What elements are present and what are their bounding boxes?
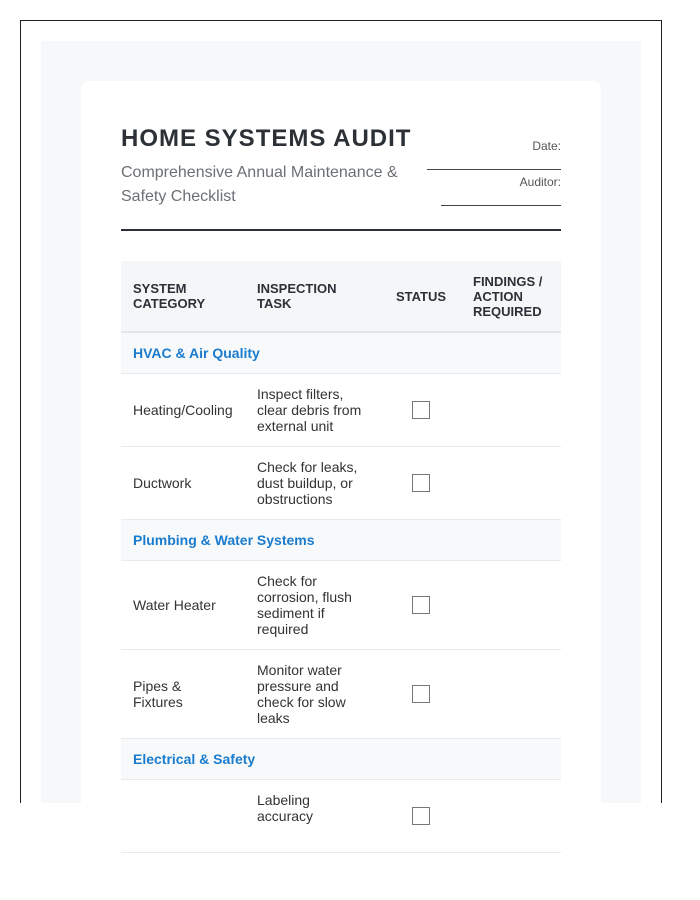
status-checkbox[interactable] (412, 807, 430, 825)
status-cell (381, 447, 461, 520)
section-title: HVAC & Air Quality (121, 332, 561, 374)
findings-cell[interactable] (461, 374, 561, 447)
section-row (121, 520, 561, 561)
date-field[interactable] (427, 169, 561, 170)
section-title: Plumbing & Water Systems (121, 520, 561, 561)
status-cell (381, 374, 461, 447)
column-header-task: INSPECTION TASK (245, 261, 381, 332)
task-cell: Check for corrosion, flush sediment if required (245, 561, 381, 650)
checklist-table (121, 261, 561, 853)
date-label: Date: (532, 139, 561, 153)
status-checkbox[interactable] (412, 474, 430, 492)
category-cell: Ductwork (121, 447, 245, 520)
header-divider (121, 229, 561, 231)
task-cell: Check for leaks, dust buildup, or obstructions (245, 447, 381, 520)
status-checkbox[interactable] (412, 685, 430, 703)
page-subtitle: Comprehensive Annual Maintenance & Safety Checklist (121, 164, 398, 205)
page-title: HOME SYSTEMS AUDIT (121, 125, 412, 152)
table-row (121, 650, 561, 739)
findings-cell[interactable] (461, 447, 561, 520)
task-cell: Inspect filters, clear debris from external unit (245, 374, 381, 447)
section-row (121, 739, 561, 780)
column-header-status: STATUS (381, 261, 461, 332)
category-cell (121, 780, 245, 853)
table-row (121, 374, 561, 447)
findings-cell[interactable] (461, 650, 561, 739)
table-row (121, 447, 561, 520)
column-header-category: SYSTEM CATEGORY (121, 261, 245, 332)
task-cell: Labeling accuracy (245, 780, 381, 853)
auditor-label: Auditor: (519, 175, 561, 189)
page-background (41, 41, 641, 824)
section-title: Electrical & Safety (121, 739, 561, 780)
status-cell (381, 650, 461, 739)
page-frame (20, 20, 662, 824)
column-header-findings: FINDINGS / ACTION REQUIRED (461, 261, 561, 332)
findings-cell[interactable] (461, 561, 561, 650)
audit-card (81, 81, 601, 841)
table-row (121, 561, 561, 650)
status-checkbox[interactable] (412, 401, 430, 419)
table-row (121, 780, 561, 853)
status-cell (381, 780, 461, 853)
category-cell: Pipes & Fixtures (121, 650, 245, 739)
status-checkbox[interactable] (412, 596, 430, 614)
table-header-row (121, 261, 561, 332)
category-cell: Heating/Cooling (121, 374, 245, 447)
auditor-field[interactable] (441, 205, 561, 206)
category-cell: Water Heater (121, 561, 245, 650)
task-cell: Monitor water pressure and check for slow leaks (245, 650, 381, 739)
findings-cell[interactable] (461, 780, 561, 853)
status-cell (381, 561, 461, 650)
section-row (121, 332, 561, 374)
